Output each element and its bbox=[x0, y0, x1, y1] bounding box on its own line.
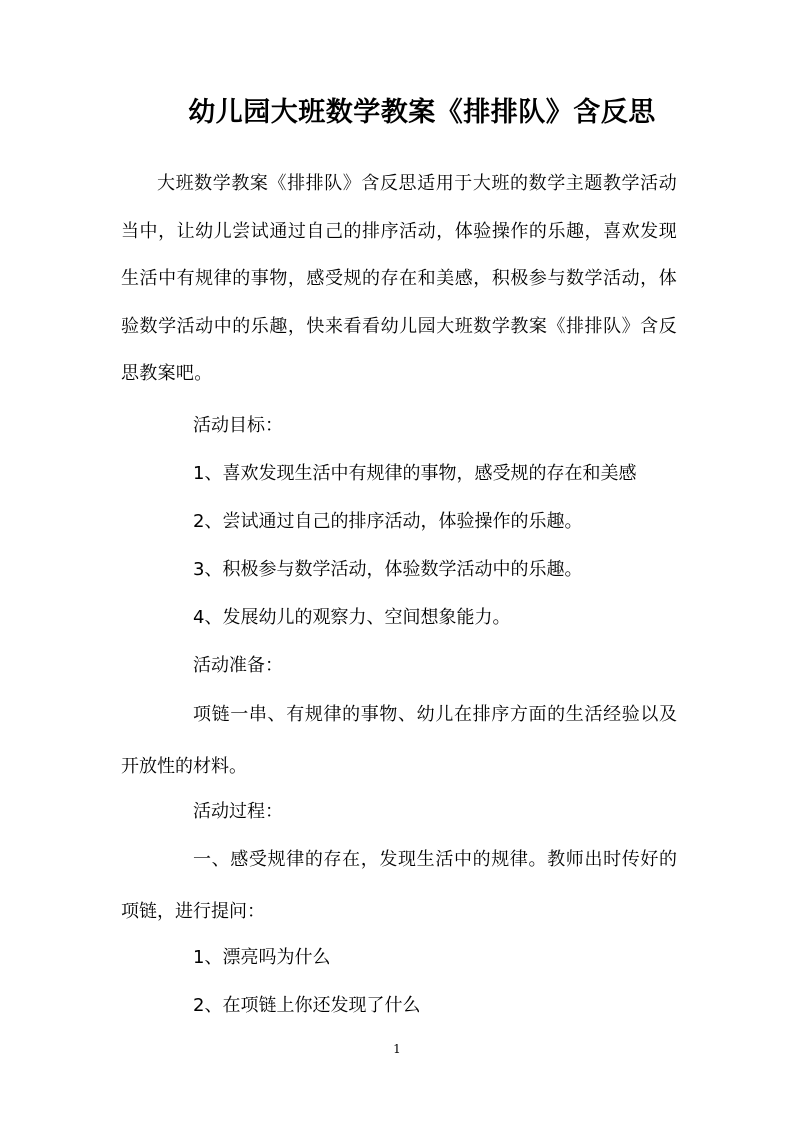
goal-item-3: 3、积极参与数学活动，体验数学活动中的乐趣。 bbox=[193, 559, 583, 580]
document-title: 幼儿园大班数学教案《排排队》含反思 bbox=[188, 97, 656, 128]
page-number: 1 bbox=[393, 1042, 401, 1056]
prep-heading: 活动准备： bbox=[193, 655, 283, 676]
process-heading: 活动过程： bbox=[193, 801, 283, 822]
goals-heading: 活动目标： bbox=[193, 415, 283, 436]
process-paragraph: 一、感受规律的存在，发现生活中的规律。教师出时传好的项链，进行提问： bbox=[121, 849, 677, 922]
goal-item-1: 1、喜欢发现生活中有规律的事物，感受规的存在和美感 bbox=[193, 463, 637, 484]
goal-item-2: 2、尝试通过自己的排序活动，体验操作的乐趣。 bbox=[193, 511, 583, 532]
question-item-2: 2、在项链上你还发现了什么 bbox=[193, 995, 421, 1016]
question-item-1: 1、漂亮吗为什么 bbox=[193, 947, 331, 968]
prep-paragraph: 项链一串、有规律的事物、幼儿在排序方面的生活经验以及开放性的材料。 bbox=[121, 704, 677, 777]
goal-item-4: 4、发展幼儿的观察力、空间想象能力。 bbox=[193, 607, 511, 628]
intro-paragraph: 大班数学教案《排排队》含反思适用于大班的数学主题教学活动当中，让幼儿尝试通过自己的排序活动，体验操作的乐趣，喜欢发现生活中有规律的事物，感受规的存在和美感，积极参与数学活动，体验数学活动中的乐趣，快来看看幼儿园大班数学教案《排排队》含反思教案吧。 bbox=[121, 173, 677, 385]
